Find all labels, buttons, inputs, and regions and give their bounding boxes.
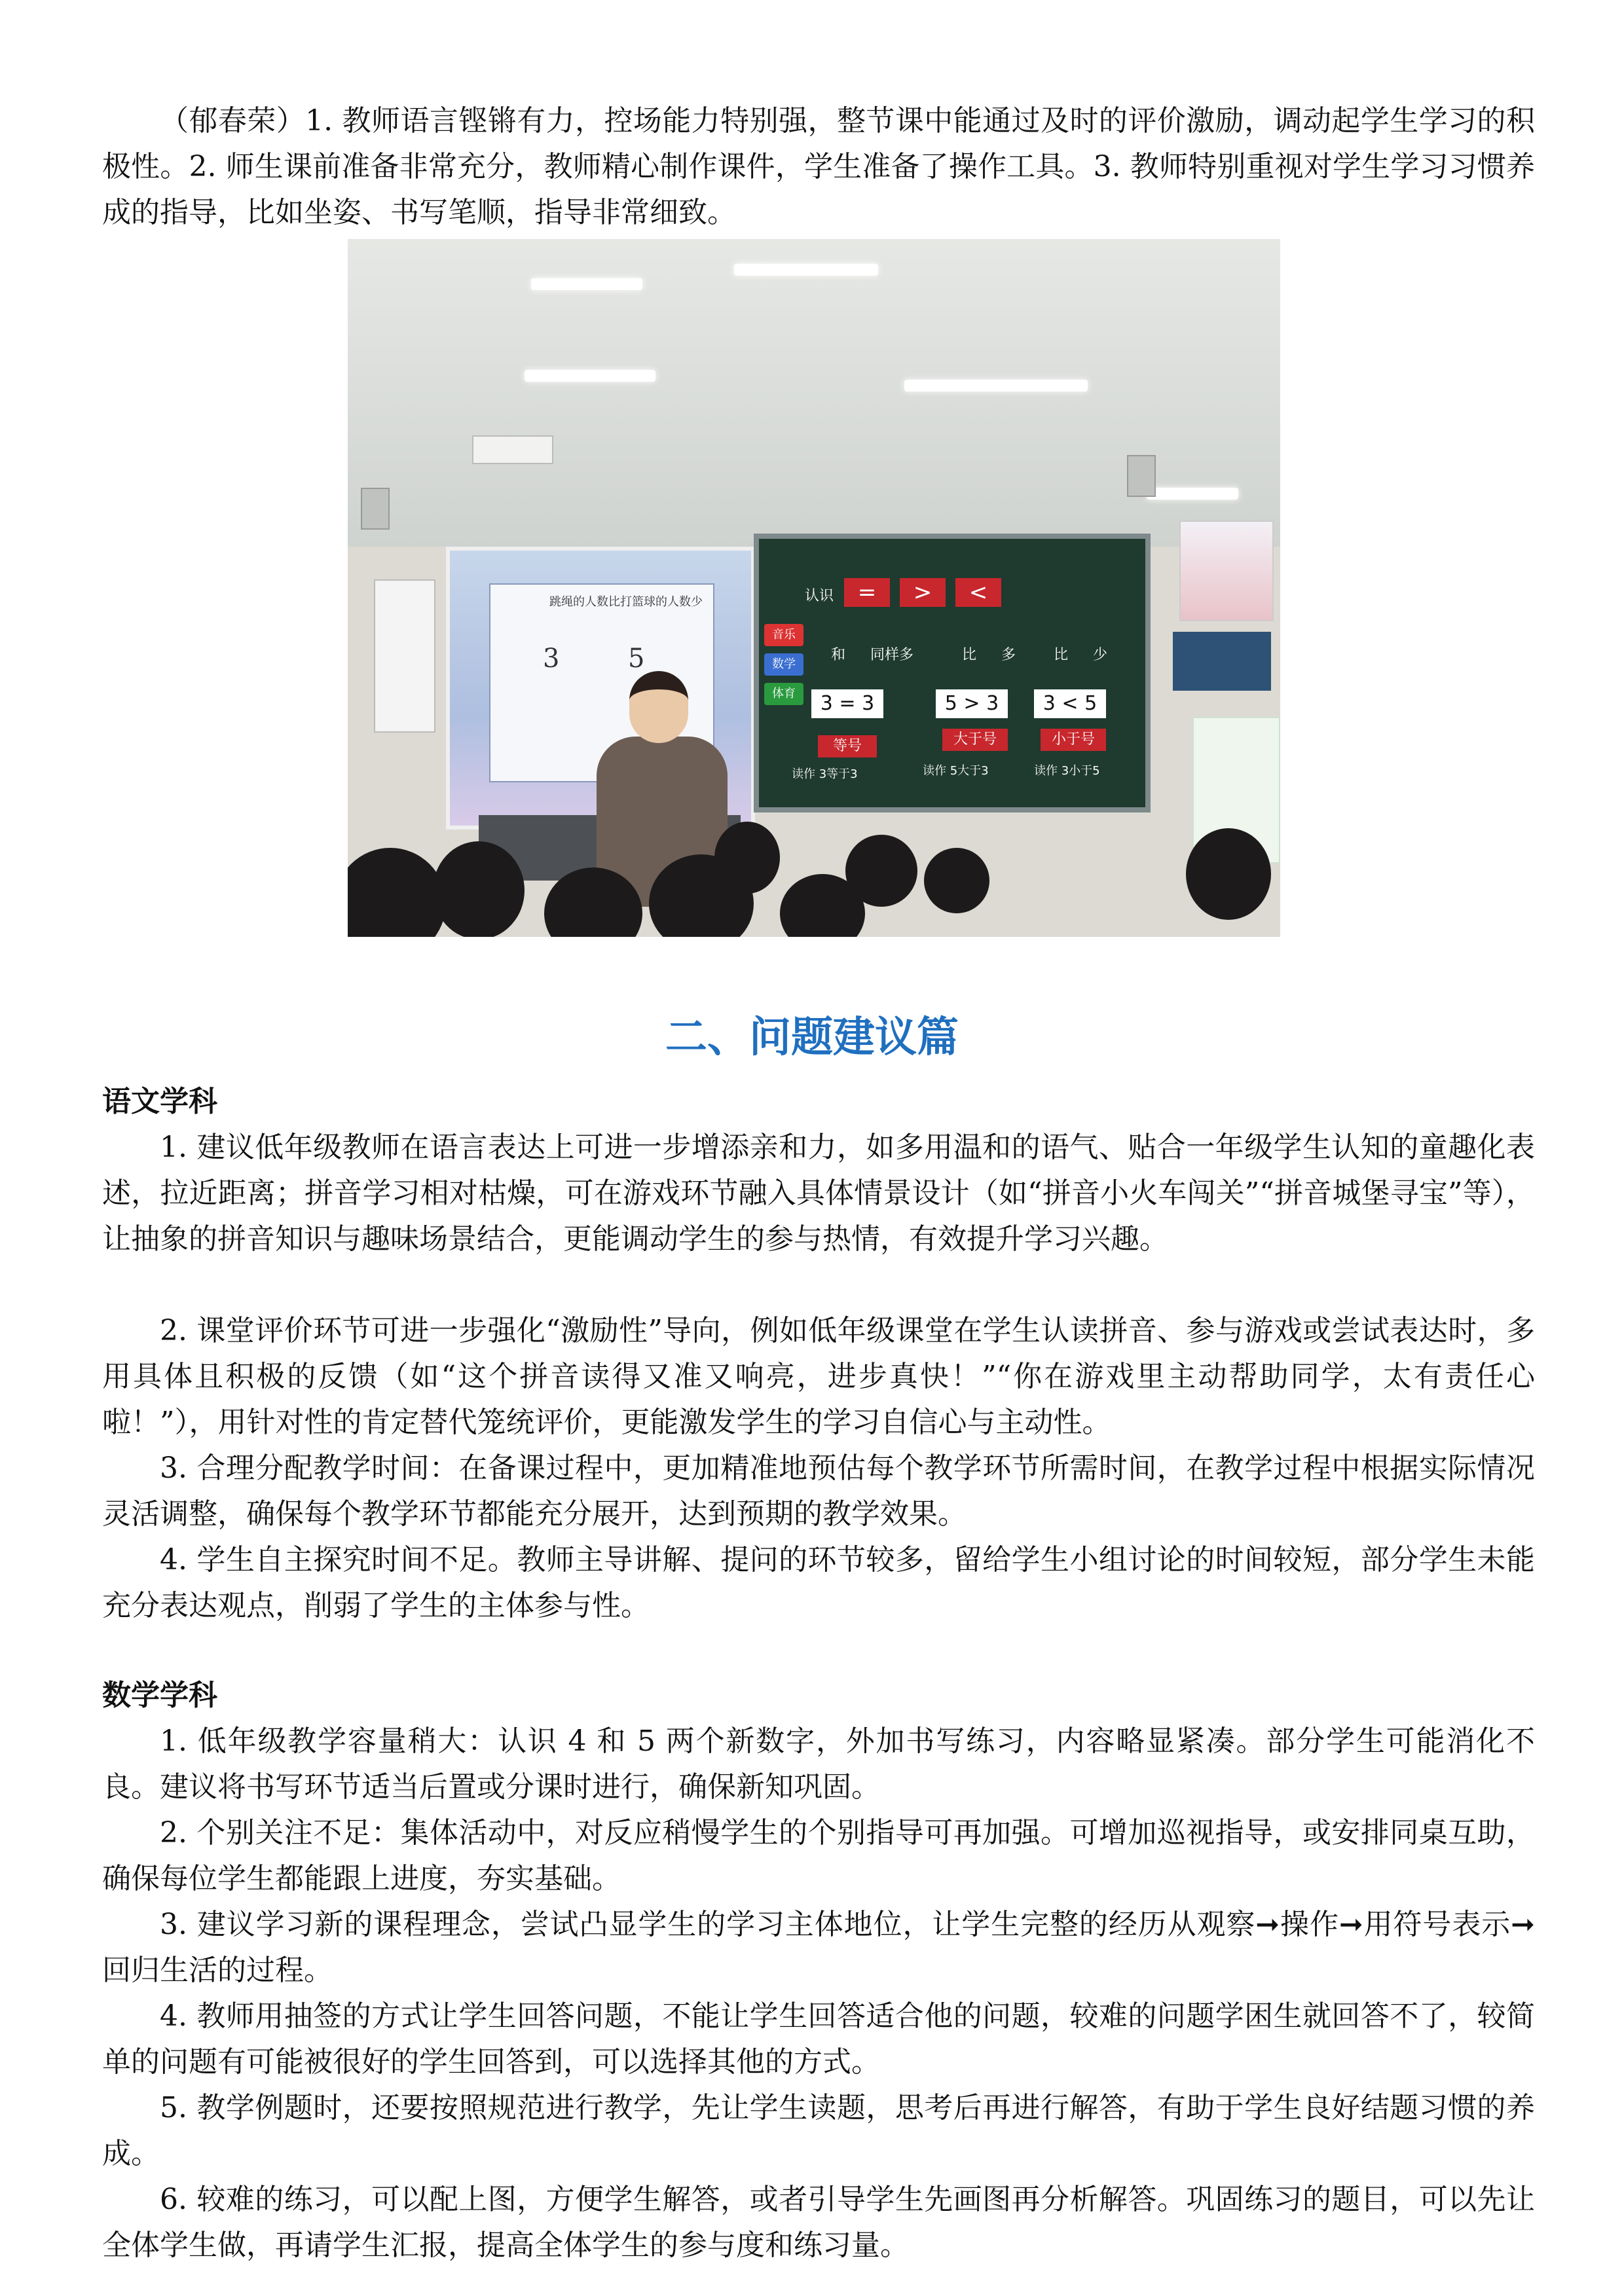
slide-number: 5 [628, 644, 645, 674]
tag-chip: 音乐 [764, 624, 803, 646]
subject-title-math: 数学学科 [102, 1679, 217, 1712]
speaker [1127, 455, 1156, 497]
slide-title: 跳绳的人数比打篮球的人数少 [549, 595, 703, 609]
student-head [845, 835, 917, 907]
board-label: 和 [831, 647, 846, 663]
equation-card: 3 = 3 [811, 689, 883, 718]
subject-title-chinese: 语文学科 [102, 1085, 217, 1118]
ceiling [348, 239, 1280, 547]
symbol-card: > [900, 578, 946, 607]
blackboard [754, 534, 1151, 812]
tag-chip: 体育 [764, 683, 803, 705]
board-label: 比 [1054, 647, 1069, 663]
suggestion-item: 2. 个别关注不足：集体活动中，对反应稍慢学生的个别指导可再加强。可增加巡视指导，或安排同桌互助，确保每位学生都能跟上进度，夯实基础。 [102, 1816, 1535, 1895]
slide-number: 3 [543, 644, 560, 674]
section-heading: 二、问题建议篇 [665, 1013, 959, 1062]
suggestion-item: 1. 低年级教学容量稍大：认识 4 和 5 两个新数字，外加书写练习，内容略显紧凑。部分学生可能消化不良。建议将书写环节适当后置或分课时进行，确保新知巩固。 [102, 1724, 1535, 1804]
board-label: 同样多 [870, 647, 914, 663]
symbol-card: = [844, 578, 890, 607]
name-card: 大于号 [942, 729, 1008, 751]
ceiling-light [1147, 488, 1238, 500]
suggestion-item: 4. 教师用抽签的方式让学生回答问题，不能让学生回答适合他的问题，较难的问题学困生就回答不了，较简单的问题有可能被很好的学生回答到，可以选择其他的方式。 [102, 1999, 1535, 2079]
suggestion-item: 2. 课堂评价环节可进一步强化“激励性”导向，例如低年级课堂在学生认读拼音、参与游戏或尝试表达时，多用具体且积极的反馈（如“这个拼音读得又准又响亮，进步真快！”“你在游戏里主动帮助同学，太有责任心啦！”），用针对性的肯定替代笼统评价，更能激发学生的学习自信心与主动性。 [102, 1314, 1535, 1439]
student-head [714, 822, 780, 894]
board-label: 少 [1093, 647, 1108, 663]
board-header: 认识 [805, 588, 834, 604]
name-card: 小于号 [1041, 729, 1106, 751]
symbol-card: < [955, 578, 1001, 607]
intro-paragraph: （郁春荣）1. 教师语言铿锵有力，控场能力特别强，整节课中能通过及时的评价激励，调动起学生学习的积极性。2. 师生课前准备非常充分，教师精心制作课件，学生准备了操作工具。3. 教师特别重视对学生学习习惯养成的指导，比如坐姿、书写笔顺，指导非常细致。 [102, 104, 1535, 229]
wall-device [374, 579, 435, 733]
student-head [433, 841, 525, 937]
equation-card: 3 < 5 [1034, 689, 1106, 718]
classroom-photo [348, 239, 1280, 937]
ceiling-light [525, 370, 655, 382]
ceiling-light [904, 380, 1088, 392]
equation-card: 5 > 3 [936, 689, 1008, 718]
ceiling-light [734, 264, 878, 276]
teacher-head [629, 671, 688, 743]
student-head [1186, 828, 1271, 920]
reading-text: 读作 3等于3 [792, 767, 858, 781]
wall-poster [1173, 632, 1271, 691]
reading-text: 读作 5大于3 [923, 764, 989, 778]
tag-chip: 数学 [764, 653, 803, 676]
speaker [361, 488, 390, 530]
suggestion-item: 4. 学生自主探究时间不足。教师主导讲解、提问的环节较多，留给学生小组讨论的时间较短，部分学生未能充分表达观点，削弱了学生的主体参与性。 [102, 1543, 1535, 1622]
ceiling-light [531, 278, 642, 290]
wall-poster [1179, 520, 1274, 621]
reading-text: 读作 3小于5 [1034, 764, 1100, 778]
suggestion-item: 6. 较难的练习，可以配上图，方便学生解答，或者引导学生先画图再分析解答。巩固练习的题目，可以先让全体学生做，再请学生汇报，提高全体学生的参与度和练习量。 [102, 2183, 1535, 2262]
suggestion-item: 5. 教学例题时，还要按照规范进行教学，先让学生读题，思考后再进行解答，有助于学生良好结题习惯的养成。 [102, 2091, 1535, 2170]
suggestion-item: 3. 建议学习新的课程理念，尝试凸显学生的学习主体地位，让学生完整的经历从观察➞操作➞用符号表示➞回归生活的过程。 [102, 1908, 1535, 1987]
name-card: 等号 [818, 735, 877, 757]
student-head [924, 848, 989, 913]
projector [472, 435, 553, 464]
board-label: 比 [962, 647, 977, 663]
board-label: 多 [1001, 647, 1016, 663]
suggestion-item: 1. 建议低年级教师在语言表达上可进一步增添亲和力，如多用温和的语气、贴合一年级学生认知的童趣化表述，拉近距离；拼音学习相对枯燥，可在游戏环节融入具体情景设计（如“拼音小火车闯关”“拼音城堡寻宝”等），让抽象的拼音知识与趣味场景结合，更能调动学生的参与热情，有效提升学习兴趣。 [102, 1131, 1535, 1256]
suggestion-item: 3. 合理分配教学时间：在备课过程中，更加精准地预估每个教学环节所需时间，在教学过程中根据实际情况灵活调整，确保每个教学环节都能充分展开，达到预期的教学效果。 [102, 1451, 1535, 1531]
